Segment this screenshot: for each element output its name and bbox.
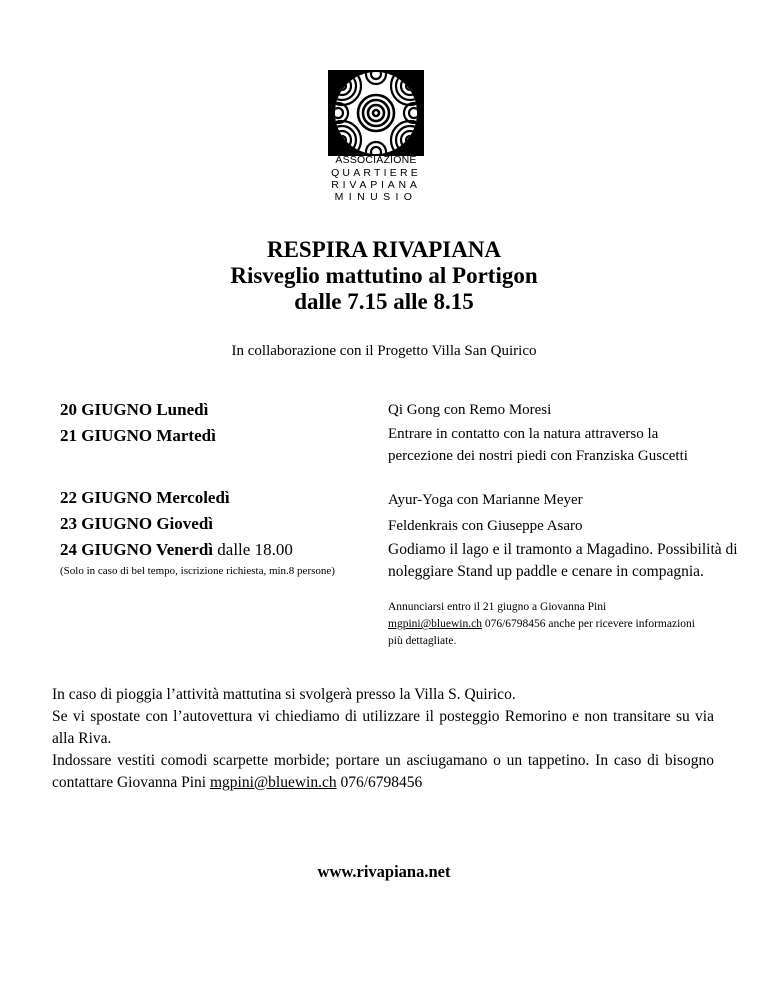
activity-ayur-yoga: Ayur-Yoga con Marianne Meyer xyxy=(388,492,583,508)
concentric-circles-logo-icon xyxy=(328,70,424,156)
logo-line-associazione: ASSOCIAZIONE xyxy=(335,154,417,166)
association-logo xyxy=(328,70,424,156)
day-23-giugno: 23 GIUGNO Giovedì xyxy=(60,514,214,533)
day-24-note: (Solo in caso di bel tempo, iscrizione richiesta, min.8 persone) xyxy=(60,565,335,577)
website-link[interactable]: www.rivapiana.net xyxy=(317,862,451,881)
day-24-time: dalle 18.00 xyxy=(213,540,293,559)
logo-line-rivapiana: RIVAPIANA xyxy=(331,179,421,191)
collaboration-note: In collaborazione con il Progetto Villa San Quirico xyxy=(231,343,537,359)
activity-nature-contact: Entrare in contatto con la natura attraverso la percezione dei nostri piedi con Franziska Guscetti xyxy=(388,426,688,464)
contact-email-link[interactable]: mgpini@bluewin.ch xyxy=(209,774,337,791)
event-subtitle: Risveglio mattutino al Portigon xyxy=(230,263,538,288)
day-24-giugno: 24 GIUGNO Venerdì dalle 18.00 xyxy=(60,540,293,559)
event-time: dalle 7.15 alle 8.15 xyxy=(294,289,474,314)
day-22-giugno: 22 GIUGNO Mercoledì xyxy=(60,488,230,507)
signup-email-link[interactable]: mgpini@bluewin.ch xyxy=(388,618,482,630)
activity-signup-note: Annunciarsi entro il 21 giugno a Giovanna Pini mgpini@bluewin.ch 076/6798456 anche per ricevere informazioni più dettagliate. xyxy=(388,601,695,647)
event-title: RESPIRA RIVAPIANA xyxy=(266,237,502,262)
info-rain: In caso di pioggia l’attività mattutina si svolgerà presso la Villa S. Quirico. xyxy=(52,686,516,703)
activity-qi-gong: Qi Gong con Remo Moresi xyxy=(388,402,552,418)
info-clothing: Indossare vestiti comodi scarpette morbide; portare un asciugamano o un tappetino. In caso di bisogno contattare Giovanna Pini mgpini@bluewin.ch 076/6798456 xyxy=(52,752,714,791)
day-21-giugno: 21 GIUGNO Martedì xyxy=(60,426,216,445)
day-20-giugno: 20 GIUGNO Lunedì xyxy=(60,400,209,419)
activity-feldenkrais: Feldenkrais con Giuseppe Asaro xyxy=(388,518,583,534)
info-block xyxy=(52,684,714,794)
logo-line-quartiere: QUARTIERE xyxy=(331,167,421,179)
logo-line-minusio: MINUSIO xyxy=(334,191,418,203)
info-parking: Se vi spostate con l’autovettura vi chiediamo di utilizzare il posteggio Remorino e non transitare su via alla Riva. xyxy=(52,708,714,747)
activity-lago-tramonto: Godiamo il lago e il tramonto a Magadino. Possibilità di noleggiare Stand up paddle e cenare in compagnia. xyxy=(388,541,738,580)
